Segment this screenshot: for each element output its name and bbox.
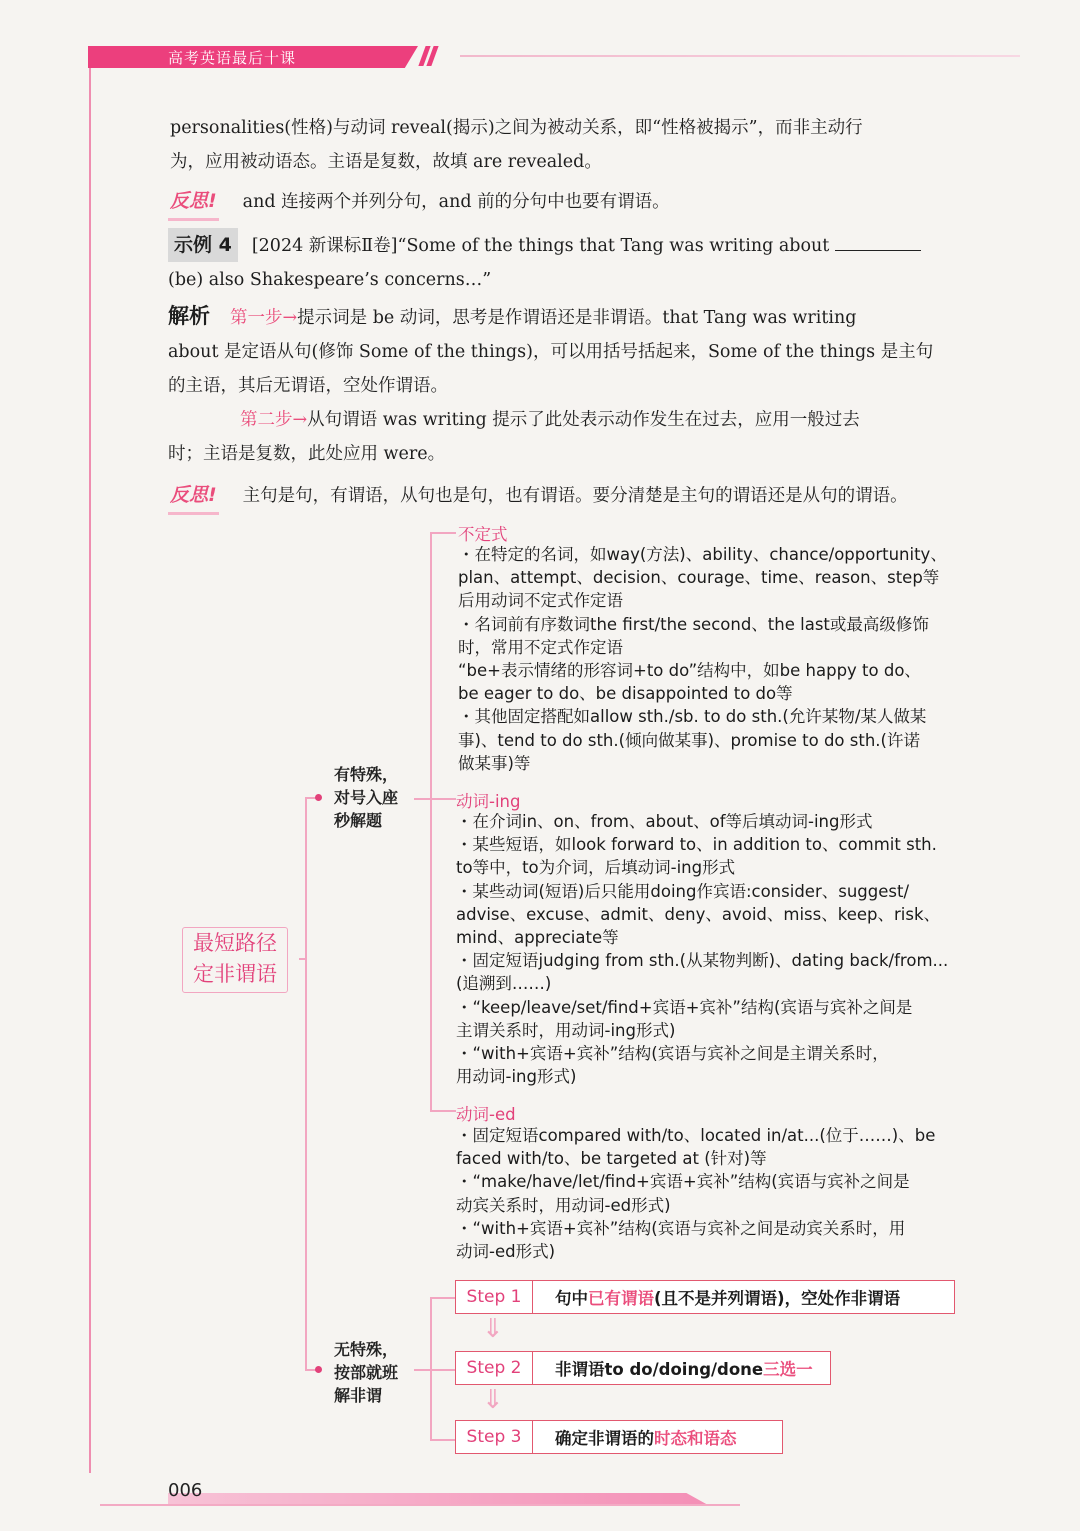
category-infinitive: 不定式 [458,525,508,544]
infinitive-rules: ・在特定的名词，如way(方法)、ability、chance/opportunity、 plan、attempt、decision、courage、time、reason、step等 后用动词不定式作定语 ・名词前有序数词the first/the second、the last或最高级修饰 时，常用不定式作定语 “be+表示情绪的形容词+to do”结构中，如be happy to do、 be eager to do、be disappointed to do等 ・其他固定搭配如allow sth./sb. to do sth.(允许某物/某人做某 事)、tend to do sth.(倾向做某事)、promise to do sth.(许诺 做某事)等 [458,545,947,773]
book-title: 高考英语最后十课 [168,49,297,67]
step2-label: 第二步→ [240,410,308,430]
header-rule [460,55,1020,57]
category-ing: 动词-ing [456,792,521,811]
branch-dot [315,794,322,801]
ed-rules: ・固定短语compared with/to、located in/at...(位于……)、be faced with/to、be targeted at (针对)等 ・“make/have/let/find+宾语+宾补”结构(宾语与宾补之间是 动宾关系时，用动词-ed形式) ・“with+宾语+宾补”结构(宾语与宾补之间是动宾关系时，用 动词-ed形式) [456,1126,936,1262]
category-ed: 动词-ed [456,1105,516,1124]
reflection-badge: 反思! [168,184,219,221]
answer-blank [835,232,921,251]
branch-general: 无特殊， 按部就班 解非谓 [334,1340,399,1405]
reflection-note: 反思! 主句是句，有谓语，从句也是句，也有谓语。要分清楚是主句的谓语还是从句的谓语。 [168,478,983,515]
left-margin-rule [89,68,91,1473]
step-3-box: Step 3 确定非谓语的时态和语态 [455,1420,783,1454]
ing-rules: ・在介词in、on、from、about、of等后填动词-ing形式 ・某些短语，如look forward to、in addition to、commit sth. to等中，to为介词，后填动词-ing形式 ・某些动词(短语)后只能用doing作宾语:consider、suggest/ advise、excuse、admit、deny、avoid、miss、keep、risk、 mind、appreciate等 ・固定短语judging from sth.(从某物判断)、dating back/from... (追溯到……) ・“keep/leave/set/find+宾语+宾补”结构(宾语与宾补之间是 主谓关系时，用动词-ing形式) ・“with+宾语+宾补”结构(宾语与宾补之间是主谓关系时， 用动词-ing形式) [456,812,949,1087]
example-badge: 示例 4 [168,228,238,262]
reflection-badge: 反思! [168,478,219,515]
page-number: 006 [168,1480,203,1501]
step-label: Step 3 [456,1421,533,1453]
analysis-badge: 解析 [168,304,210,328]
down-arrow-icon: ⇓ [482,1385,504,1415]
footer-rule [100,1504,740,1506]
reflection-note: 反思! and 连接两个并列分句，and 前的分句中也要有谓语。 [168,184,983,221]
branch-special: 有特殊， 对号入座 秒解题 [334,765,399,830]
step-1-box: Step 1 句中已有谓语(且不是并列谓语)，空处作非谓语 [455,1280,955,1314]
step-2-box: Step 2 非谓语to do/doing/done三选一 [455,1351,831,1385]
branch-dot [315,1366,322,1373]
step-label: Step 1 [456,1281,533,1313]
step-label: Step 2 [456,1352,533,1384]
steps-connector [430,1297,432,1439]
mindmap-root: 最短路径 定非谓语 [182,927,288,993]
root-connector [305,797,307,1371]
explanation-paragraph: personalities(性格)与动词 reveal(揭示)之间为被动关系，即“性格被揭示”，而非主动行 为，应用被动语态。主语是复数，故填 are revealed。 [170,118,863,172]
analysis-section: 解析 第一步→提示词是 be 动词，思考是作谓语还是非谓语。that Tang was writing about 是定语从句(修饰 Some of the things)，可以用括号括起来，Some of the things 是主句 的主语，其后无谓语，空处作谓语。 第二步→从句谓语 was writing 提示了此处表示动作发生在过去，应用一般过去 时；主语是复数，此处应用 were。 [168,304,934,464]
category-connector [430,532,432,1112]
down-arrow-icon: ⇓ [482,1314,504,1344]
step1-label: 第一步→ [230,308,298,328]
example-question: 示例 4 [2024 新课标Ⅱ卷]“Some of the things that Tang was writing about (be) also Shakespeare’s concerns…” [168,228,983,297]
